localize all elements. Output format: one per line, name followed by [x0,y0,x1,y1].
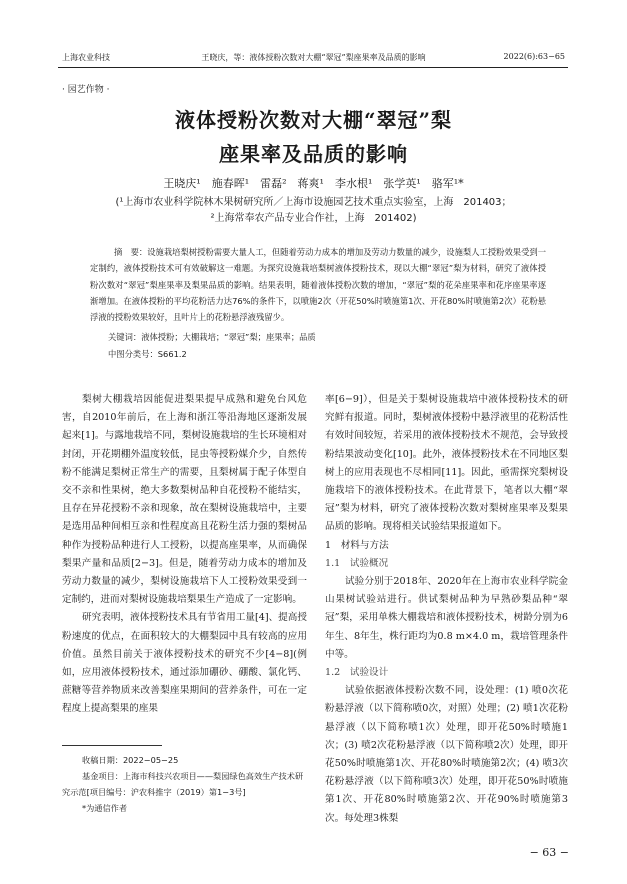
section-tag: · 园艺作物 · [62,85,110,95]
footnote-corresponding: *为通信作者 [82,803,128,813]
keywords: 关键词：液体授粉；大棚栽培；“翠冠”梨；座果率；品质 [108,332,316,342]
body-paragraph: 率[6−9]），但是关于梨树设施栽培中液体授粉技术的研究鲜有报道。同时，梨树液体授粉中悬浮液里的花粉活性有效时间较短，若采用的液体授粉技术不规范，会导致授粉结果波动变化[10]。此外，液体授粉技术在不同地区梨树上的应用表现也不尽相同[11]。因此，亟需探究梨树设施栽培下的液体授粉技术。在此背景下，笔者以大棚“翠冠”梨为材料，研究了液体授粉次数对梨树座果率及梨果品质的影响。现将相关试验结果报道如下。 [325,394,568,533]
title-line-1: 液体授粉次数对大棚“翠冠”梨 [174,108,452,132]
journal-name: 上海农业科技 [62,53,110,62]
classification-number: 中图分类号：S661.2 [108,349,187,359]
authors: 王晓庆¹ 施春晖¹ 雷磊² 蒋爽¹ 李水根¹ 张学英¹ 骆军¹* [163,177,464,190]
abstract: 摘 要：设施栽培梨树授粉需要大量人工，但随着劳动力成本的增加及劳动力数量的减少，设施梨人工授粉效果受到一定制约，液体授粉技术可有效破解这一难题。为探究设施栽培梨树液体授粉技术，现以大棚“翠冠”梨为材料，研究了液体授粉次数对“翠冠”梨座果率及梨果品质的影响。结果表明，随着液体授粉次数的增加，“翠冠”梨的花朵座果率和花序座果率逐渐增加。在液体授粉的平均花粉活力达76%的条件下，以喷施2次（开花50%时喷施第1次、开花80%时喷施第2次）花粉悬浮液的授粉效果较好，且叶片上的花粉悬浮液残留少。 [90,247,546,323]
running-header [0,52,627,66]
body-paragraph: 试验依据液体授粉次数不同，设处理：(1) 喷0次花粉悬浮液（以下简称喷0次，对照）处理；(2) 喷1次花粉悬浮液（以下简称喷1次）处理，即开花50%时喷施1次；(3) 喷2次花粉悬浮液（以下简称喷2次）处理，即开花50%时喷施第1次、开花80%时喷施第2次；(4) 喷3次花粉悬浮液（以下简称喷3次）处理，即开花50%时喷施第1次、开花80%时喷施第2次、开花90%时喷施第3次。每处理3株梨 [325,685,568,824]
subsection-heading: 1.2 试验设计 [325,667,389,679]
footnote-fund: 基金项目：上海市科技兴农项目——梨园绿色高效生产技术研究示范[项目编号：沪农科推字（2019）第1−3号] [62,771,304,797]
left-column [62,391,307,741]
body-paragraph: 梨树大棚栽培因能促进梨果提早成熟和避免台风危害，自2010年前后，在上海和浙江等沿海地区逐渐发展起来[1]。与露地栽培不同，梨树设施栽培的生长环境相对封闭，开花期棚外温度较低，昆虫等授粉媒介少，自然传粉不能满足梨树正常生产的需要，且梨树属于配子体型自交不亲和性果树，绝大多数梨树品种自花授粉不能结实，且存在异花授粉不亲和现象，故在梨树设施栽培中，主要是选用品种间相互亲和性程度高且花粉生活力强的梨树品种作为授粉品种进行人工授粉，以提高座果率，从而确保梨果产量和品质[2−3]。但是，随着劳动力成本的增加及劳动力数量的减少，梨树设施栽培下人工授粉效果受到一定制约，进而对梨树设施栽培梨果生产造成了一定影响。 [62,394,307,606]
subsection-heading: 1.1 试验概况 [325,557,389,569]
page-number: − 63 − [529,846,569,859]
footnote-received: 收稿日期：2022−05−25 [82,755,179,765]
footnote-rule [62,745,162,746]
body-paragraph: 研究表明，液体授粉技术具有节省用工量[4]、提高授粉速度的优点，在面积较大的大棚梨园中具有较高的应用价值。虽然目前关于液体授粉技术的研究不少[4−8](例如，应用液体授粉技术，通过添加硼砂、硼酸、氯化钙、蔗糖等营养物质来改善梨座果期间的营养条件，可在一定程度上提高梨果的座果 [62,612,307,715]
header-rule [58,67,568,68]
title-line-2: 座果率及品质的影响 [219,142,408,166]
affiliation-line-1: (¹上海市农业科学院林木果树研究所／上海市设施园艺技术重点实验室，上海 201403； [115,197,512,208]
running-title: 王晓庆，等：液体授粉次数对大棚“翠冠”梨座果率及品质的影响 [201,53,426,62]
affiliation-line-2: ²上海常奉农产品专业合作社，上海 201402) [210,213,417,224]
body-paragraph: 试验分别于2018年、2020年在上海市农业科学院金山果树试验站进行。供试梨树品种为早熟砂梨品种“翠冠”梨，采用单株大棚栽培和液体授粉技术，树龄分别为6年生、8年生，株行距均为0.8 m×4.0 m，栽培管理条件中等。 [325,576,568,660]
section-heading: 1 材料与方法 [325,539,389,551]
issue-info: 2022(6):63−65 [503,52,565,61]
right-column [325,391,568,851]
